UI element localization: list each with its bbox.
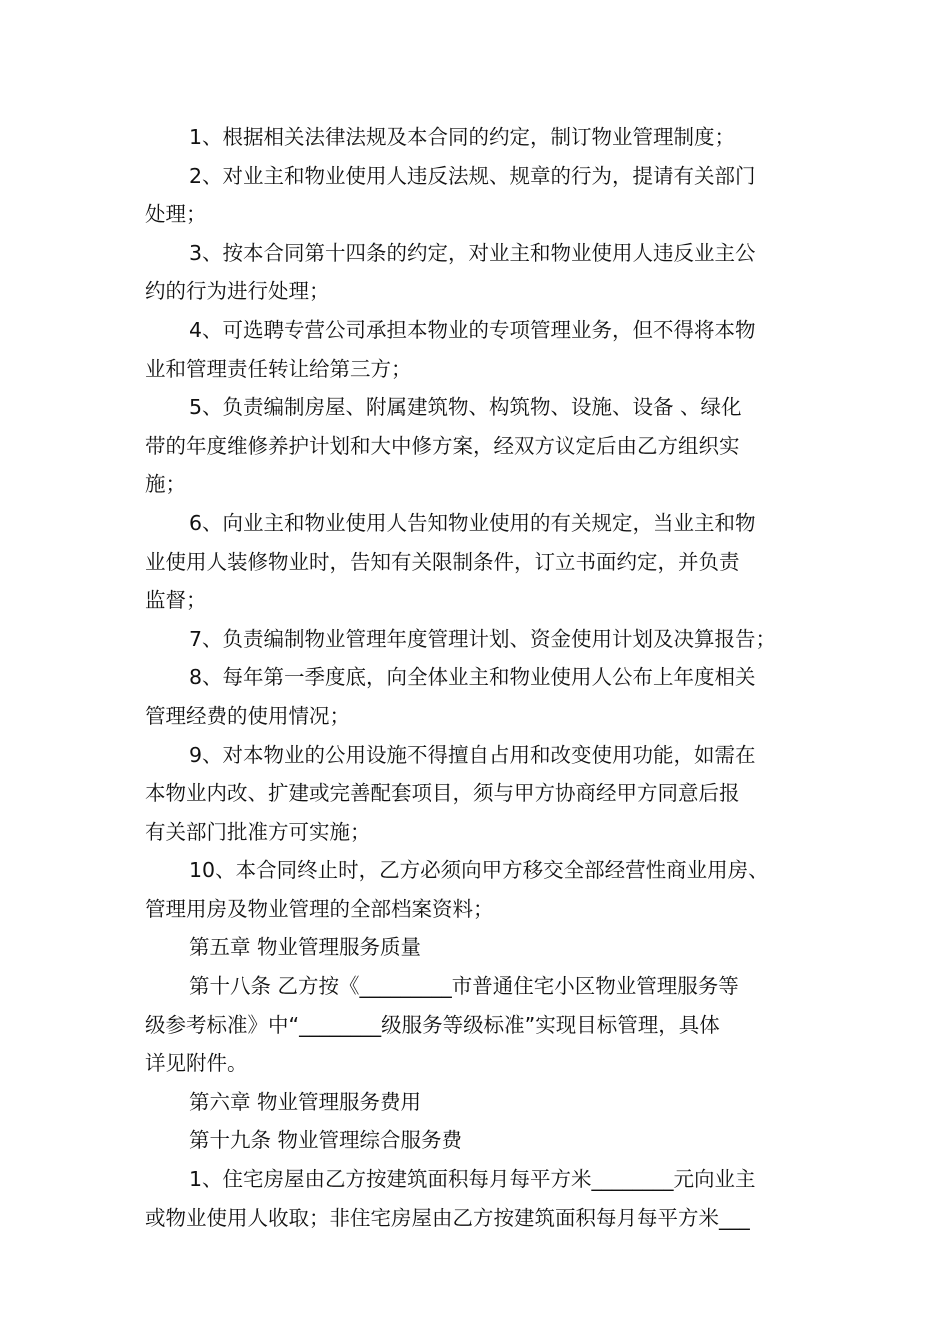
text-line: 9、对本物业的公用设施不得擅自占用和改变使用功能，如需在 bbox=[189, 742, 756, 767]
text-line: 或物业使用人收取；非住宅房屋由乙方按建筑面积每月每平方米___ bbox=[145, 1205, 750, 1230]
text-line: 1、住宅房屋由乙方按建筑面积每月每平方米________元向业主 bbox=[189, 1167, 756, 1192]
text-line: 8、每年第一季度底，向全体业主和物业使用人公布上年度相关 bbox=[189, 665, 756, 690]
chapter-heading: 第五章 物业管理服务质量 bbox=[189, 935, 422, 960]
text-line: 带的年度维修养护计划和大中修方案，经双方议定后由乙方组织实 bbox=[145, 433, 740, 458]
text-line: 级参考标准》中“________级服务等级标准”实现目标管理，具体 bbox=[145, 1012, 720, 1037]
text-line: 业使用人装修物业时，告知有关限制条件，订立书面约定，并负责 bbox=[145, 549, 740, 574]
article-heading: 第十九条 物业管理综合服务费 bbox=[189, 1128, 463, 1153]
text-line: 4、可选聘专营公司承担本物业的专项管理业务，但不得将本物 bbox=[189, 317, 756, 342]
text-line: 2、对业主和物业使用人违反法规、规章的行为，提请有关部门 bbox=[189, 163, 756, 188]
document-body bbox=[145, 118, 815, 1237]
text-line: 管理用房及物业管理的全部档案资料； bbox=[145, 896, 494, 921]
text-line: 有关部门批准方可实施； bbox=[145, 819, 371, 844]
text-line: 详见附件。 bbox=[145, 1051, 248, 1076]
text-line: 3、按本合同第十四条的约定，对业主和物业使用人违反业主公 bbox=[189, 240, 756, 265]
text-line: 10、本合同终止时，乙方必须向甲方移交全部经营性商业用房、 bbox=[189, 858, 769, 883]
chapter-heading: 第六章 物业管理服务费用 bbox=[189, 1089, 422, 1114]
text-line: 管理经费的使用情况； bbox=[145, 703, 350, 728]
text-line: 处理； bbox=[145, 202, 207, 227]
text-line: 施； bbox=[145, 472, 186, 497]
text-line: 1、根据相关法律法规及本合同的约定，制订物业管理制度； bbox=[189, 125, 736, 149]
text-line: 本物业内改、扩建或完善配套项目，须与甲方协商经甲方同意后报 bbox=[145, 781, 740, 806]
text-line: 7、负责编制物业管理年度管理计划、资金使用计划及决算报告； bbox=[189, 626, 777, 651]
text-line: 业和管理责任转让给第三方； bbox=[145, 356, 412, 381]
text-line: 第十八条 乙方按《_________市普通住宅小区物业管理服务等 bbox=[189, 974, 739, 999]
text-line: 5、负责编制房屋、附属建筑物、构筑物、设施、设备 、绿化 bbox=[189, 395, 742, 420]
text-line: 监督； bbox=[145, 588, 207, 613]
text-line: 6、向业主和物业使用人告知物业使用的有关规定，当业主和物 bbox=[189, 510, 756, 535]
text-line: 约的行为进行处理； bbox=[145, 279, 330, 304]
